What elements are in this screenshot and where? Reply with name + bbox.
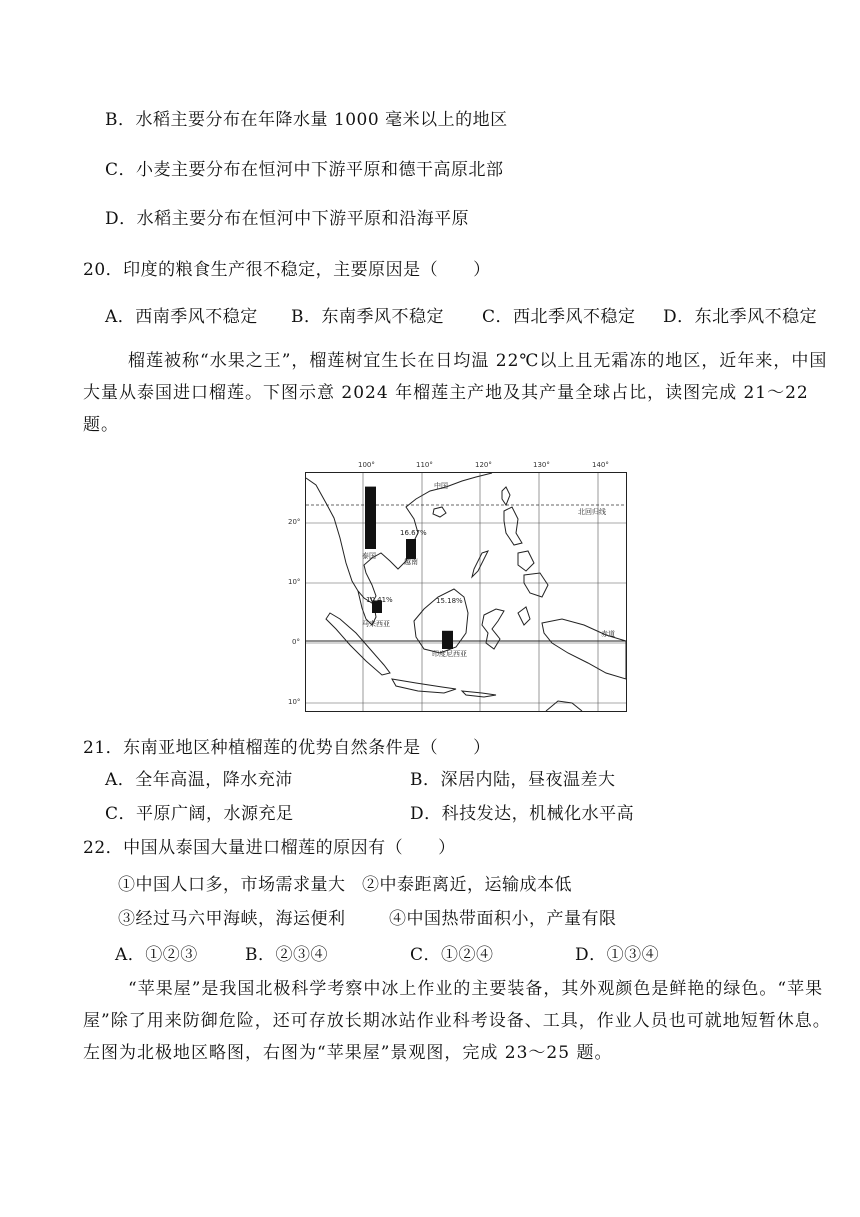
country-label-thailand: 泰国 [362, 552, 376, 560]
map-label-tropic-of-cancer: 北回归线 [578, 508, 606, 516]
q19-option-d: D．水稻主要分布在恒河中下游平原和沿海平原 [105, 209, 470, 229]
q21-option-d: D．科技发达，机械化水平高 [410, 804, 635, 824]
country-label-indonesia: 印度尼西亚 [432, 650, 467, 658]
durian-intro-paragraph: 榴莲被称“水果之王”，榴莲树宜生长在日均温 22℃以上且无霜冻的地区，近年来，中国大量从泰国进口榴莲。下图示意 2024 年榴莲主产地及其产量全球占比，读图完成 21～22 题。 [83, 351, 828, 435]
q22-option-b: B．②③④ [245, 945, 328, 965]
q22-statement-3: ③经过马六甲海峡，海运便利 [118, 909, 346, 929]
durian-production-map [305, 472, 627, 712]
lon-tick-110: 110° [416, 461, 433, 469]
q19-option-c: C．小麦主要分布在恒河中下游平原和德干高原北部 [105, 160, 504, 180]
country-label-vietnam: 越南 [404, 558, 418, 566]
apple-house-intro-paragraph: “苹果屋”是我国北极科学考察中冰上作业的主要装备，其外观颜色是鲜艳的绿色。“苹果屋”除了用来防御危险，还可存放长期冰站作业科考设备、工具，作业人员也可就地短暂休息。左图为北极地区略图，右图为“苹果屋”景观图，完成 23～25 题。 [83, 979, 831, 1063]
q22-statement-2: ②中泰距离近，运输成本低 [362, 875, 572, 895]
q19-option-b: B．水稻主要分布在年降水量 1000 毫米以上的地区 [105, 110, 508, 130]
percent-label-malaysia: 10.41% [366, 596, 393, 604]
lon-tick-130: 130° [533, 461, 550, 469]
q22-statement-4: ④中国热带面积小，产量有限 [389, 909, 617, 929]
bar-thailand [365, 487, 376, 549]
q21-option-a: A．全年高温，降水充沛 [105, 770, 293, 790]
map-label-china: 中国 [434, 482, 448, 490]
q22-option-d: D．①③④ [575, 945, 660, 965]
lon-tick-140: 140° [592, 461, 609, 469]
map-label-equator: 赤道 [601, 630, 615, 638]
q20-stem: 20．印度的粮食生产很不稳定，主要原因是（ ） [83, 260, 491, 280]
q22-option-c: C．①②④ [410, 945, 494, 965]
q21-stem: 21．东南亚地区种植榴莲的优势自然条件是（ ） [83, 738, 491, 758]
lon-tick-120: 120° [475, 461, 492, 469]
bar-indonesia [442, 631, 453, 649]
bar-vietnam [406, 539, 416, 559]
q21-option-b: B．深居内陆，昼夜温差大 [410, 770, 616, 790]
q22-statement-1: ①中国人口多，市场需求量大 [118, 875, 346, 895]
lon-tick-100: 100° [358, 461, 375, 469]
lat-tick-0: 0° [292, 638, 300, 646]
percent-label-vietnam: 16.67% [400, 529, 427, 537]
q20-option-d: D．东北季风不稳定 [663, 307, 818, 327]
q21-option-c: C．平原广阔，水源充足 [105, 804, 294, 824]
q20-option-c: C．西北季风不稳定 [482, 307, 636, 327]
lat-tick-10n: 10° [288, 578, 301, 586]
q22-stem: 22．中国从泰国大量进口榴莲的原因有（ ） [83, 838, 456, 858]
q22-option-a: A．①②③ [115, 945, 198, 965]
q20-option-b: B．东南季风不稳定 [291, 307, 444, 327]
q20-option-a: A．西南季风不稳定 [105, 307, 258, 327]
lat-tick-20n: 20° [288, 518, 301, 526]
percent-label-indonesia: 15.18% [436, 597, 463, 605]
country-label-malaysia: 马来西亚 [362, 620, 390, 628]
lat-tick-10s: 10° [288, 698, 301, 706]
